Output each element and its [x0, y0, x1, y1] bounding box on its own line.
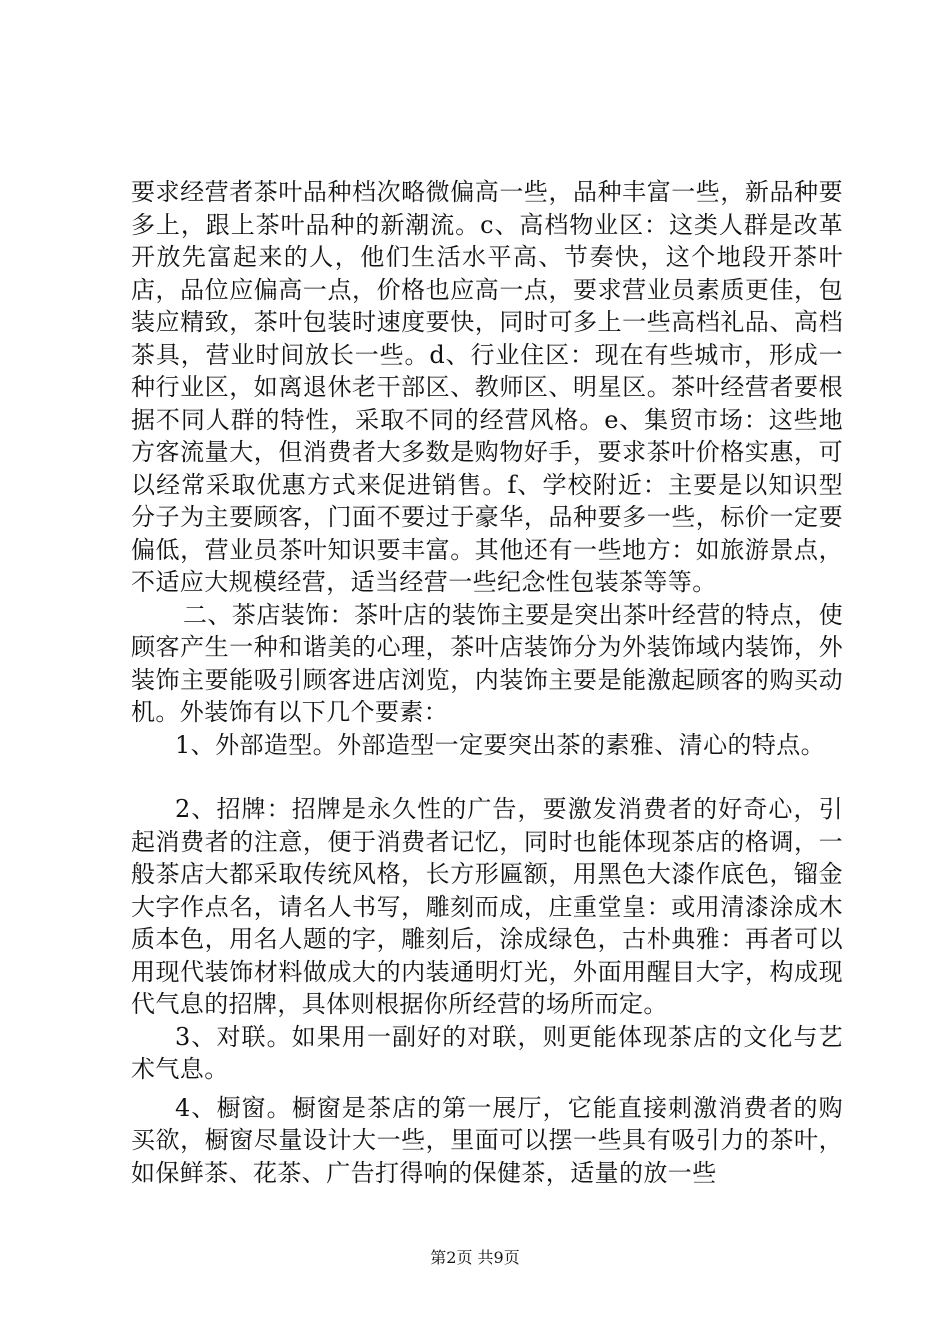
paragraph-exterior-shape: 1、外部造型。外部造型一定要突出茶的素雅、清心的特点。 [175, 730, 826, 759]
document-body [131, 176, 843, 1189]
paragraph-shop-window: 4、橱窗。橱窗是茶店的第一展厅，它能直接刺激消费者的购买欲，橱窗尽量设计大一些，里面可以摆一些具有吸引力的茶叶，如保鲜茶、花茶、广告打得响的保健茶，适量的放一些 [131, 1093, 843, 1187]
paragraph-store-locations: 要求经营者茶叶品种档次略微偏高一些，品种丰富一些，新品种要多上，跟上茶叶品种的新潮流。c、高档物业区：这类人群是改革开放先富起来的人，他们生活水平高、节奏快，这个地段开茶叶店，品位应偏高一点，价格也应高一点，要求营业员素质更佳，包装应精致，茶叶包装时速度要快，同时可多上一些高档礼品、高档茶具，营业时间放长一些。d、行业住区：现在有些城市，形成一种行业区，如离退休老干部区、教师区、明星区。茶叶经营者要根据不同人群的特性，采取不同的经营风格。e、集贸市场：这些地方客流量大，但消费者大多数是购物好手，要求茶叶价格实惠，可以经常采取优惠方式来促进销售。f、学校附近：主要是以知识型分子为主要顾客，门面不要过于豪华，品种要多一些，标价一定要偏低，营业员茶叶知识要丰富。其他还有一些地方：如旅游景点，不适应大规模经营，适当经营一些纪念性包装茶等等。 [131, 178, 843, 596]
page-number: 第2页 共9页 [430, 1248, 520, 1267]
paragraph-store-decoration: 二、茶店装饰：茶叶店的装饰主要是突出茶叶经营的特点，使顾客产生一种和谐美的心理，茶叶店装饰分为外装饰域内装饰，外装饰主要能吸引顾客进店浏览，内装饰主要是能激起顾客的购买动机。外装饰有以下几个要素： [131, 600, 843, 726]
paragraph-signboard: 2、招牌：招牌是永久性的广告，要激发消费者的好奇心，引起消费者的注意，便于消费者记忆，同时也能体现茶店的格调，一般茶店大都采取传统风格，长方形匾额，用黑色大漆作底色，镏金大字作点名，请名人书写，雕刻而成，庄重堂皇：或用清漆涂成木质本色，用名人题的字，雕刻后，涂成绿色，古朴典雅：再者可以用现代装饰材料做成大的内装通明灯光，外面用醒目大字，构成现代气息的招牌，具体则根据你所经营的场所而定。 [131, 795, 843, 1018]
blank-line [131, 761, 843, 793]
paragraph-couplet: 3、对联。如果用一副好的对联，则更能体现茶店的文化与艺术气息。 [131, 1022, 843, 1083]
